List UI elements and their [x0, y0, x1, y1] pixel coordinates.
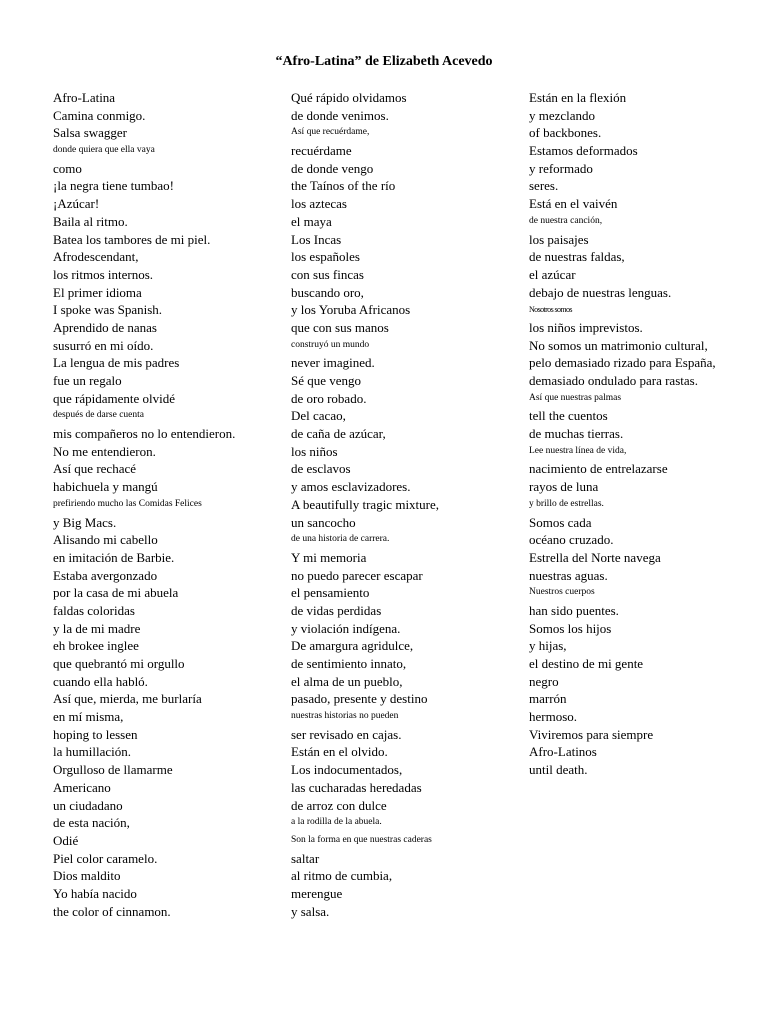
poem-line: las cucharadas heredadas	[291, 779, 422, 795]
poem-line: nacimiento de entrelazarse	[529, 461, 668, 477]
poem-line: un sancocho	[291, 514, 356, 530]
poem-line: Estamos deformados	[529, 143, 638, 159]
poem-line: de sentimiento innato,	[291, 656, 407, 671]
poem-line: A beautifully tragic mixture,	[291, 496, 440, 512]
poem-line: en imitación de Barbie.	[53, 549, 175, 565]
poem-line: Yo había nacido	[53, 885, 137, 901]
poem-line: seres.	[529, 178, 559, 194]
poem-line: ¡Azúcar!	[53, 196, 100, 212]
poem-line: Y mi memoria	[291, 549, 367, 565]
poem-line: océano cruzado.	[529, 532, 614, 548]
poem-title: “Afro-Latina” de Elizabeth Acevedo	[275, 54, 493, 69]
poem-line: en mí misma,	[53, 709, 124, 725]
poem-line: Salsa swagger	[53, 125, 128, 141]
poem-line: un ciudadano	[53, 797, 123, 813]
poem-line: I spoke was Spanish.	[53, 302, 163, 318]
poem-line: de oro robado.	[291, 390, 367, 406]
poem-line: negro	[529, 673, 559, 689]
poem-line: hoping to lessen	[53, 726, 138, 742]
poem-line: la humillación.	[53, 744, 131, 760]
poem-line: de caña de azúcar,	[291, 426, 386, 442]
poem-line: mis compañeros no lo entendieron.	[53, 426, 236, 442]
poem-line: habichuela y mangú	[53, 479, 158, 495]
poem-line: Viviremos para siempre	[529, 726, 654, 742]
poem-line: y salsa.	[291, 903, 330, 919]
poem-line: el alma de un pueblo,	[291, 673, 403, 689]
poem-line: never imagined.	[291, 355, 375, 371]
poem-line: los ritmos internos.	[53, 266, 154, 282]
poem-line: a la rodilla de la abuela.	[291, 817, 382, 828]
poem-line: prefiriendo mucho las Comidas Felices	[53, 498, 202, 509]
poem-line: Nosotros somos	[529, 305, 572, 315]
poem-line: Así que recuérdame,	[291, 127, 370, 138]
poem-line: Están en la flexión	[529, 90, 627, 105]
poem-line: Qué rápido olvidamos	[291, 90, 407, 105]
poem-column-2	[291, 89, 516, 920]
poem-line: el destino de mi gente	[529, 656, 644, 671]
poem-line: Orgulloso de llamarme	[53, 762, 173, 778]
poem-line: Nuestros cuerpos	[529, 587, 595, 598]
poem-line: pelo demasiado rizado para España,	[529, 355, 716, 371]
poem-line: Batea los tambores de mi piel.	[53, 231, 211, 247]
poem-line: Sé que vengo	[291, 373, 362, 388]
poem-line: los niños imprevistos.	[529, 319, 643, 335]
poem-line: por la casa de mi abuela	[53, 585, 179, 601]
poem-line: fue un regalo	[53, 373, 122, 388]
poem-line: de nuestra canción,	[529, 215, 603, 226]
poem-line: y la de mi madre	[53, 620, 141, 636]
poem-line: de una historia de carrera.	[291, 534, 390, 545]
poem-line: que rápidamente olvidé	[53, 390, 176, 406]
poem-line: no puedo parecer escapar	[291, 567, 423, 583]
poem-line: los aztecas	[291, 196, 347, 212]
poem-line: al ritmo de cumbia,	[291, 868, 393, 884]
poem-line: tell the cuentos	[529, 408, 608, 424]
poem-line: han sido puentes.	[529, 602, 619, 618]
poem-line: Son la forma en que nuestras caderas	[291, 834, 432, 845]
poem-line: de donde vengo	[291, 160, 374, 176]
poem-line: Estaba avergonzado	[53, 567, 158, 583]
poem-line: susurró en mi oído.	[53, 337, 154, 353]
poem-line: Somos cada	[529, 514, 592, 530]
poem-line: después de darse cuenta	[53, 410, 145, 421]
poem-line: hermoso.	[529, 709, 578, 725]
poem-line: the Taínos of the río	[291, 178, 396, 194]
poem-line: Los Incas	[291, 231, 342, 247]
poem-line: y Big Macs.	[53, 514, 117, 530]
poem-line: debajo de nuestras lenguas.	[529, 284, 672, 300]
poem-line: y violación indígena.	[291, 620, 401, 636]
poem-line: Están en el olvido.	[291, 744, 388, 760]
poem-line: recuérdame	[291, 143, 352, 159]
poem-line: Afro-Latinos	[529, 744, 597, 760]
poem-line: Así que, mierda, me burlaría	[53, 691, 202, 707]
poem-line: De amargura agridulce,	[291, 638, 414, 654]
poem-line: Americano	[53, 779, 111, 795]
poem-line: Así que nuestras palmas	[529, 392, 622, 403]
poem-line: No somos un matrimonio cultural,	[529, 337, 708, 353]
poem-line: Está en el vaivén	[529, 196, 618, 212]
poem-line: merengue	[291, 885, 343, 901]
poem-line: ¡la negra tiene tumbao!	[53, 178, 174, 194]
poem-line: Somos los hijos	[529, 620, 612, 636]
poem-line: ser revisado en cajas.	[291, 726, 402, 742]
poem-line: y los Yoruba Africanos	[291, 302, 411, 318]
poem-line: los niños	[291, 443, 338, 459]
poem-line: de muchas tierras.	[529, 426, 624, 442]
poem-line: y brillo de estrellas.	[529, 498, 604, 509]
poem-line: rayos de luna	[529, 479, 599, 495]
poem-line: of backbones.	[529, 125, 602, 141]
poem-line: los españoles	[291, 249, 360, 265]
poem-line: La lengua de mis padres	[53, 355, 180, 371]
poem-line: El primer idioma	[53, 284, 142, 300]
poem-line: con sus fincas	[291, 266, 364, 282]
poem-line: Los indocumentados,	[291, 762, 403, 778]
poem-line: Afrodescendant,	[53, 249, 139, 265]
poem-line: de nuestras faldas,	[529, 249, 625, 265]
poem-line: Aprendido de nanas	[53, 319, 157, 335]
poem-line: Dios maldito	[53, 868, 121, 884]
poem-line: saltar	[291, 850, 320, 866]
poem-line: Camina conmigo.	[53, 107, 146, 123]
poem-line: de esta nación,	[53, 815, 130, 831]
poem-line: el pensamiento	[291, 585, 370, 601]
poem-line: Así que rechacé	[53, 461, 137, 477]
poem-line: Alisando mi cabello	[53, 532, 158, 548]
poem-line: el maya	[291, 213, 332, 229]
poem-line: y amos esclavizadores.	[291, 479, 411, 495]
poem-line: como	[53, 160, 82, 176]
poem-line: de arroz con dulce	[291, 797, 387, 813]
poem-column-3	[529, 89, 754, 779]
poem-line: y mezclando	[529, 107, 596, 123]
poem-column-1	[53, 89, 278, 920]
poem-line: Afro-Latina	[53, 90, 116, 105]
poem-line: nuestras historias no pueden	[291, 711, 399, 722]
poem-line: cuando ella habló.	[53, 673, 148, 689]
poem-line: donde quiera que ella vaya	[53, 145, 155, 156]
poem-line: the color of cinnamon.	[53, 903, 171, 919]
poem-line: demasiado ondulado para rastas.	[529, 373, 698, 388]
poem-line: pasado, presente y destino	[291, 691, 428, 707]
poem-line: Piel color caramelo.	[53, 850, 158, 866]
poem-line: que quebrantó mi orgullo	[53, 656, 185, 671]
poem-line: marrón	[529, 691, 567, 707]
poem-line: el azúcar	[529, 266, 576, 282]
poem-line: eh brokee inglee	[53, 638, 139, 654]
poem-line: de donde venimos.	[291, 107, 389, 123]
poem-line: que con sus manos	[291, 319, 389, 335]
poem-line: Odié	[53, 832, 79, 848]
poem-line: de esclavos	[291, 461, 351, 477]
poem-line: nuestras aguas.	[529, 567, 608, 583]
poem-line: Baila al ritmo.	[53, 213, 128, 229]
poem-line: Estrella del Norte navega	[529, 549, 661, 565]
poem-line: buscando oro,	[291, 284, 364, 300]
poem-line: los paisajes	[529, 231, 589, 247]
poem-line: until death.	[529, 762, 588, 778]
poem-line: y reformado	[529, 160, 593, 176]
poem-line: faldas coloridas	[53, 602, 135, 618]
poem-line: y hijas,	[529, 638, 567, 654]
poem-line: construyó un mundo	[291, 339, 370, 350]
poem-line: Lee nuestra línea de vida,	[529, 445, 627, 456]
poem-line: No me entendieron.	[53, 443, 156, 459]
poem-line: Del cacao,	[291, 408, 346, 424]
poem-line: de vidas perdidas	[291, 602, 382, 618]
